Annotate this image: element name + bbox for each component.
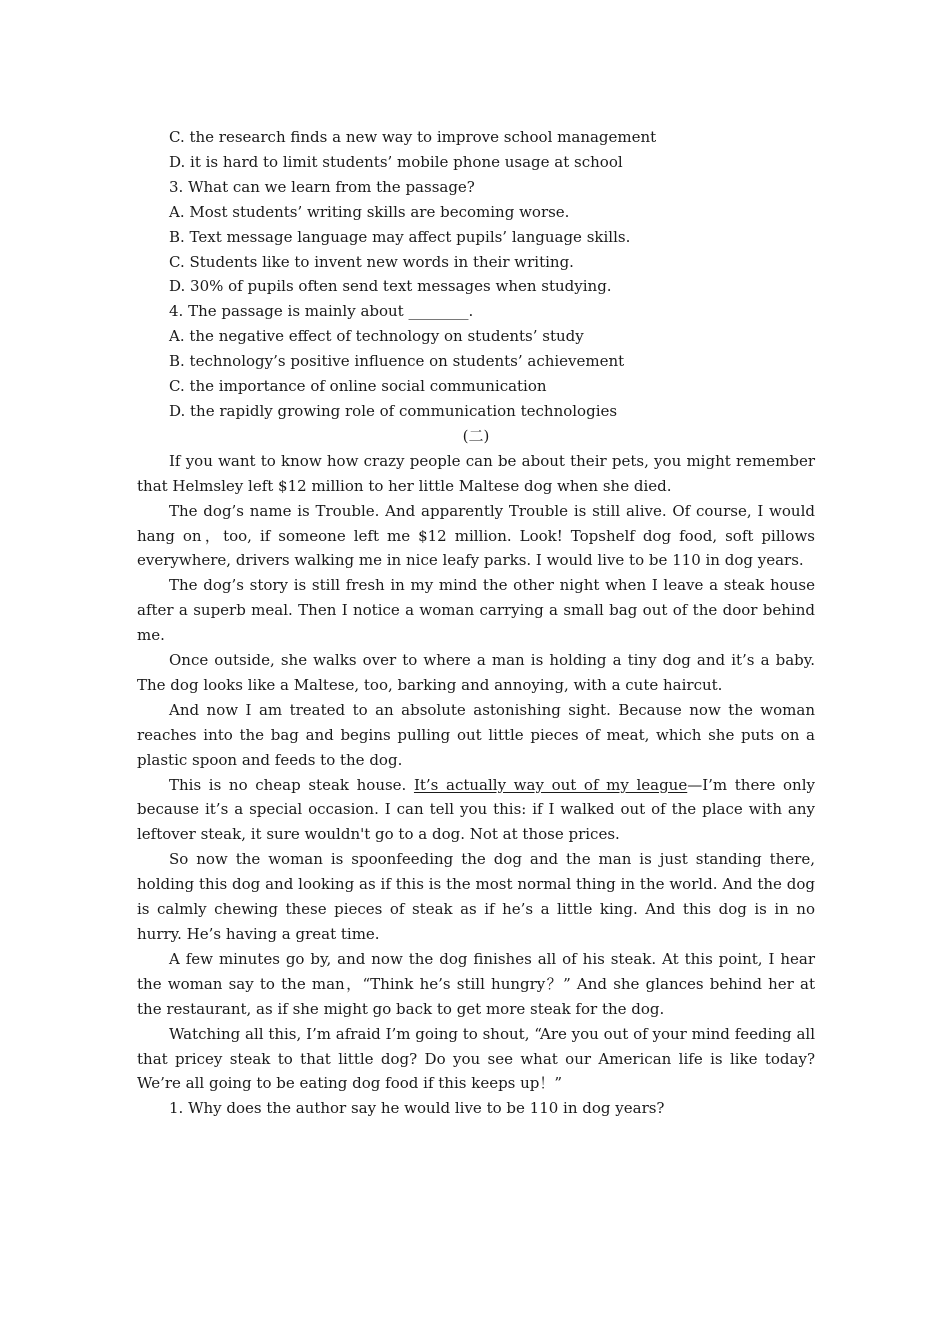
- passage-paragraph-5: And now I am treated to an absolute astonishing sight. Because now the woman reaches into the bag and begins pulling out little pieces of meat, which she puts on a plastic spoon and feeds to the dog.: [137, 700, 815, 769]
- question-3-option-d: D. 30% of pupils often send text messages when studying.: [169, 277, 612, 296]
- question-3-stem: 3. What can we learn from the passage?: [169, 177, 475, 196]
- paragraph-6-rest: —I’m there only because it’s a special occasion. I can tell you this: if I walked out of the place with any leftover steak, it sure wouldn't go to a dog. Not at those prices.: [137, 775, 815, 844]
- section-title: (二): [462, 426, 490, 445]
- question-1-stem: 1. Why does the author say he would live to be 110 in dog years?: [169, 1099, 665, 1118]
- question-4-option-c: C. the importance of online social communication: [169, 377, 547, 396]
- question-4-stem: 4. The passage is mainly about ________.: [169, 302, 474, 321]
- passage-paragraph-3: The dog’s story is still fresh in my mind the other night when I leave a steak house after a superb meal. Then I notice a woman carrying a small bag out of the door behind me.: [137, 576, 815, 645]
- question-3-option-b: B. Text message language may affect pupils’ language skills.: [169, 227, 631, 246]
- passage-paragraph-4: Once outside, she walks over to where a man is holding a tiny dog and it’s a baby. The dog looks like a Maltese, too, barking and annoying, with a cute haircut.: [137, 651, 815, 694]
- passage-paragraph-2: The dog’s name is Trouble. And apparently Trouble is still alive. Of course, I would hang on，too, if someone left me $12 million. Look! Topshelf dog food, soft pillows everywhere, drivers walking me in nice leafy parks. I would live to be 110 in dog years.: [137, 501, 815, 570]
- underlined-phrase: It’s actually way out of my league: [413, 775, 688, 794]
- paragraph-6-lead: This is no cheap steak house.: [169, 775, 414, 794]
- question-4-option-d: D. the rapidly growing role of communication technologies: [169, 401, 618, 420]
- previous-question-option-d: D. it is hard to limit students’ mobile phone usage at school: [169, 152, 623, 171]
- passage-paragraph-1: If you want to know how crazy people can be about their pets, you might remember that Helmsley left $12 million to her little Maltese dog when she died.: [137, 451, 815, 495]
- question-3-option-a: A. Most students’ writing skills are becoming worse.: [169, 202, 570, 221]
- question-4-option-a: A. the negative effect of technology on students’ study: [169, 327, 584, 346]
- passage-paragraph-8: A few minutes go by, and now the dog finishes all of his steak. At this point, I hear the woman say to the man，“Think he’s still hungry？” And she glances behind her at the restaurant, as if she might go back to get more steak for the dog.: [137, 949, 815, 1018]
- passage-paragraph-6: [137, 773, 815, 848]
- question-4-option-b: B. technology’s positive influence on students’ achievement: [169, 352, 625, 371]
- question-3-option-c: C. Students like to invent new words in their writing.: [169, 252, 574, 271]
- previous-question-option-c: C. the research finds a new way to improve school management: [169, 128, 657, 146]
- page-content: [137, 125, 815, 1121]
- passage-paragraph-9: Watching all this, I’m afraid I’m going to shout, “Are you out of your mind feeding all that pricey steak to that little dog? Do you see what our American life is like today? We’re all going to be eating dog food if this keeps up！”: [137, 1024, 815, 1093]
- passage-paragraph-7: So now the woman is spoonfeeding the dog and the man is just standing there, holding this dog and looking as if this is the most normal thing in the world. And the dog is calmly chewing these pieces of steak as if he’s a little king. And this dog is in no hurry. He’s having a great time.: [137, 850, 815, 943]
